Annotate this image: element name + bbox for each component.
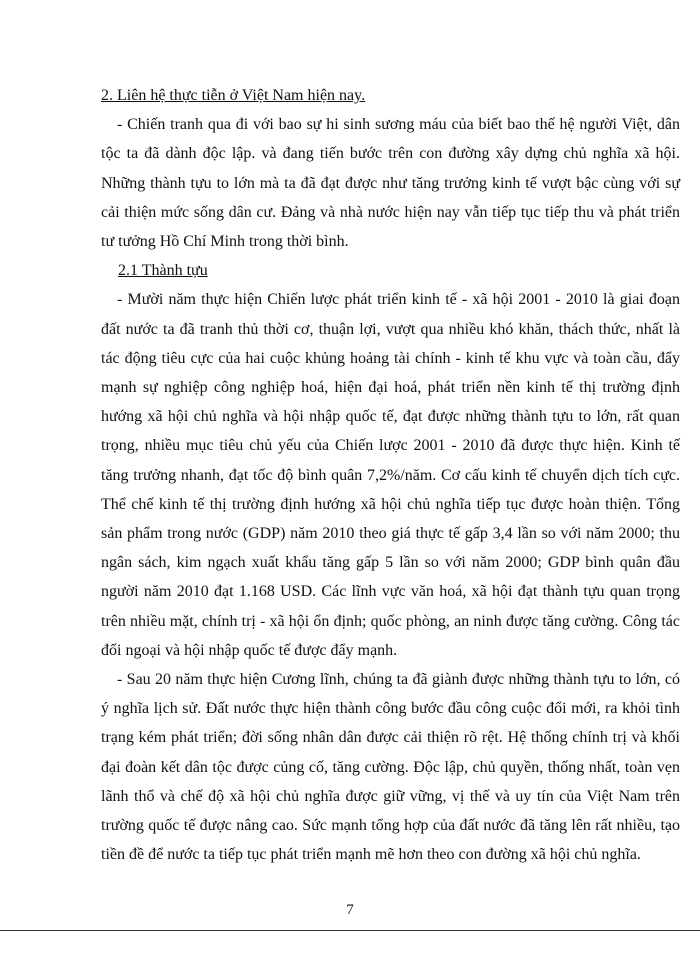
section-heading: 2. Liên hệ thực tiễn ở Việt Nam hiện nay. bbox=[101, 87, 366, 104]
section-intro-paragraph: - Chiến tranh qua đi với bao sự hi sinh sương máu của biết bao thế hệ người Việt, dân tộc ta đã dành độc lập. và đang tiến bước trên con đường xây dựng chủ nghĩa xã hội. Những thành tựu to lớn mà ta đã đạt được như tăng trưởng kinh tế vượt bậc cùng với sự cải thiện mức sống dân cư. Đảng và nhà nước hiện nay vẫn tiếp tục tiếp thu và phát triển tư tưởng Hồ Chí Minh trong thời bình. bbox=[101, 116, 680, 251]
footer-rule bbox=[0, 930, 700, 931]
achievement-paragraph-1: - Mười năm thực hiện Chiến lược phát triển kinh tế - xã hội 2001 - 2010 là giai đoạn đất nước ta đã tranh thủ thời cơ, thuận lợi, vượt qua nhiều khó khăn, thách thức, nhất là tác động tiêu cực của hai cuộc khủng hoảng tài chính - kinh tế khu vực và toàn cầu, đẩy mạnh sự nghiệp công nghiệp hoá, hiện đại hoá, phát triển nền kinh tế thị trường định hướng xã hội chủ nghĩa và hội nhập quốc tế, đạt được những thành tựu to lớn, rất quan trọng, nhiều mục tiêu chủ yếu của Chiến lược 2001 - 2010 đã được thực hiện. Kinh tế tăng trưởng nhanh, đạt tốc độ bình quân 7,2%/năm. Cơ cấu kinh tế chuyển dịch tích cực. Thể chế kinh tế thị trường định hướng xã hội chủ nghĩa tiếp tục được hoàn thiện. Tổng sản phẩm trong nước (GDP) năm 2010 theo giá thực tế gấp 3,4 lần so với năm 2000; thu ngân sách, kim ngạch xuất khẩu tăng gấp 5 lần so với năm 2000; GDP bình quân đầu người năm 2010 đạt 1.168 USD. Các lĩnh vực văn hoá, xã hội đạt thành tựu quan trọng trên nhiều mặt, chính trị - xã hội ổn định; quốc phòng, an ninh được tăng cường. Công tác đối ngoại và hội nhập quốc tế được đẩy mạnh. bbox=[101, 291, 680, 659]
subsection-heading: 2.1 Thành tựu bbox=[118, 262, 208, 280]
page-number: 7 bbox=[346, 902, 354, 918]
page-content bbox=[101, 81, 680, 869]
achievement-paragraph-2: - Sau 20 năm thực hiện Cương lĩnh, chúng ta đã giành được những thành tựu to lớn, có ý nghĩa lịch sử. Đất nước thực hiện thành công bước đầu công cuộc đổi mới, ra khỏi tình trạng kém phát triển; đời sống nhân dân được cải thiện rõ rệt. Hệ thống chính trị và khối đại đoàn kết dân tộc được củng cố, tăng cường. Độc lập, chủ quyền, thống nhất, toàn vẹn lãnh thổ và chế độ xã hội chủ nghĩa được giữ vững, vị thế và uy tín của Việt Nam trên trường quốc tế được nâng cao. Sức mạnh tổng hợp của đất nước đã tăng lên rất nhiều, tạo tiền đề để nước ta tiếp tục phát triển mạnh mẽ hơn theo con đường xã hội chủ nghĩa. bbox=[101, 671, 680, 864]
